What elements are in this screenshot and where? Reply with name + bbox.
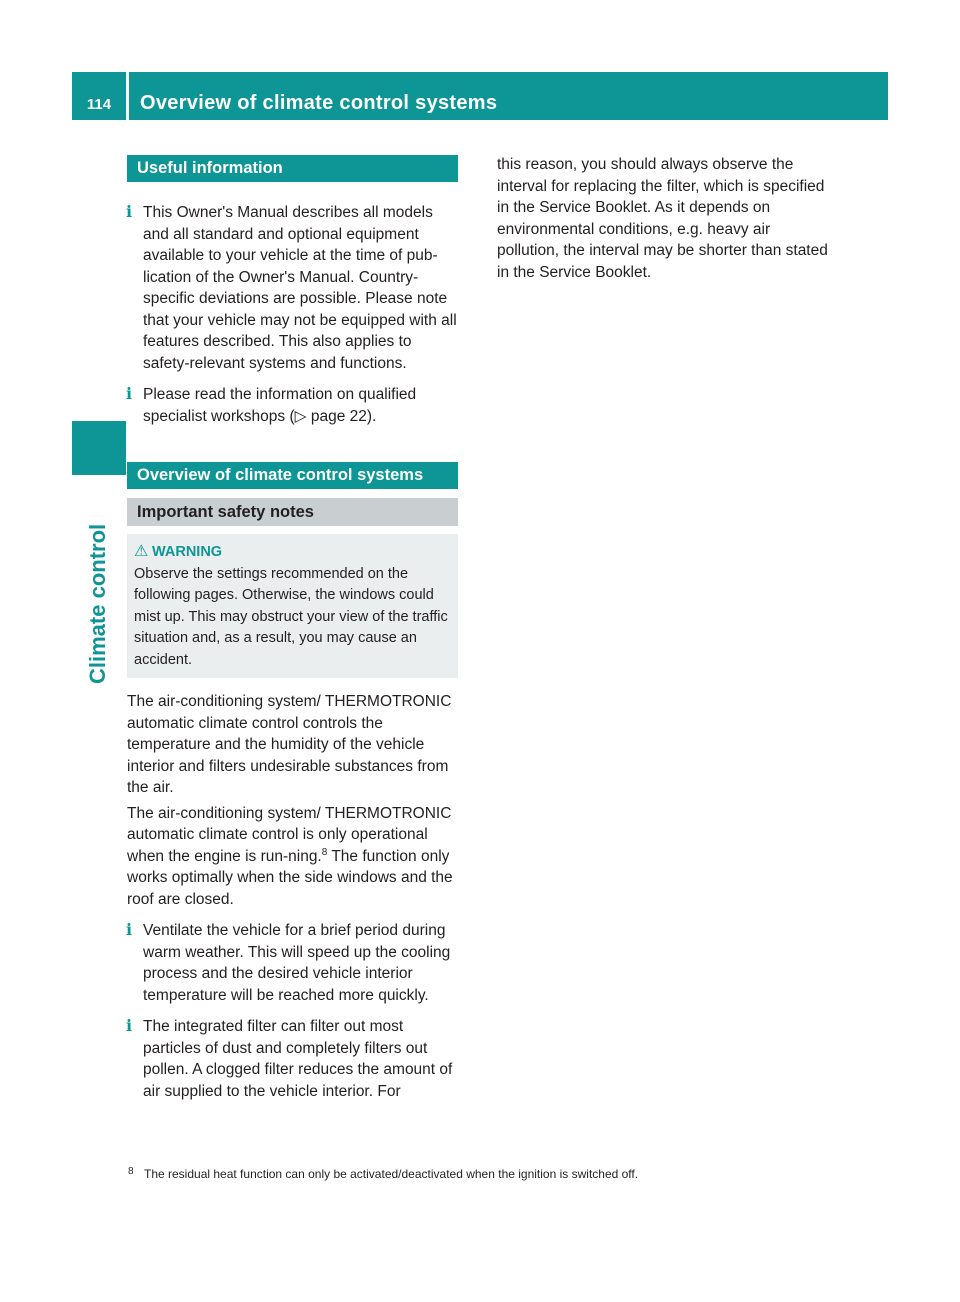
info-icon: i [126, 920, 133, 939]
info-note-text: This Owner's Manual describes all models and all standard and optional equipment available to your vehicle at the time of pub-lication of the Owner's Manual. Country-specific deviations are possible. Please note that your vehicle may not be equipped with all features described. This also applies to safety-relevant systems and functions. [143, 204, 457, 372]
info-icon: i [126, 384, 133, 403]
body-paragraph: The air-conditioning system/ THERMOTRONIC automatic climate control controls the temperature and the humidity of the vehicle interior and filters undesirable substances from the air. [127, 693, 452, 796]
info-note-text: Ventilate the vehicle for a brief period during warm weather. This will speed up the cooling process and the desired vehicle interior temperature will be reached more quickly. [143, 922, 451, 1004]
section-heading-overview: Overview of climate control systems [127, 462, 458, 489]
body-paragraph-continued: this reason, you should always observe the interval for replacing the filter, which is specified in the Service Booklet. As it depends on environmental conditions, e.g. heavy air pollution, the interval may be shorter than stated in the Service Booklet. [497, 156, 828, 281]
info-note [127, 202, 458, 374]
footnote-text: The residual heat function can only be activated/deactivated when the ignition is switched off. [144, 1167, 639, 1181]
body-paragraph [127, 803, 458, 911]
left-column [127, 155, 458, 1102]
chapter-label-text: Climate control [85, 523, 110, 684]
info-icon: i [126, 1016, 133, 1035]
info-note-text: Please read the information on qualified specialist workshops (▷ page 22). [143, 386, 417, 425]
info-note-text: The integrated filter can filter out most particles of dust and completely filters out pollen. A clogged filter reduces the amount of air supplied to the vehicle interior. For [143, 1018, 453, 1100]
warning-label: WARNING [152, 544, 223, 560]
info-note [127, 384, 458, 427]
subsection-heading-safety-notes: Important safety notes [127, 498, 458, 526]
info-note [127, 1016, 458, 1102]
section-heading-useful-information: Useful information [127, 155, 458, 182]
footnote-reference[interactable]: 8 [321, 846, 328, 858]
page-header [129, 72, 888, 120]
body-text: The air-conditioning system/ THERMOTRONIC automatic climate control is only operational when the engine is run-ning. [127, 804, 452, 865]
body-text: The function only works optimally when the side windows and the roof are closed. [127, 847, 453, 908]
warning-text: Observe the settings recommended on the following pages. Otherwise, the windows could mist up. This may obstruct your view of the traffic situation and, as a result, you may cause an accident. [134, 565, 448, 668]
info-icon: i [126, 202, 133, 221]
page-number-box [72, 72, 126, 120]
info-note [127, 920, 458, 1006]
chapter-tab [72, 421, 126, 475]
right-column [497, 154, 828, 283]
warning-header [134, 541, 450, 564]
warning-triangle-icon: ⚠ [134, 543, 149, 560]
warning-box [127, 534, 458, 678]
page-number: 114 [86, 96, 112, 113]
page-header-title: Overview of climate control systems [140, 92, 498, 114]
footnote-number: 8 [128, 1166, 134, 1177]
